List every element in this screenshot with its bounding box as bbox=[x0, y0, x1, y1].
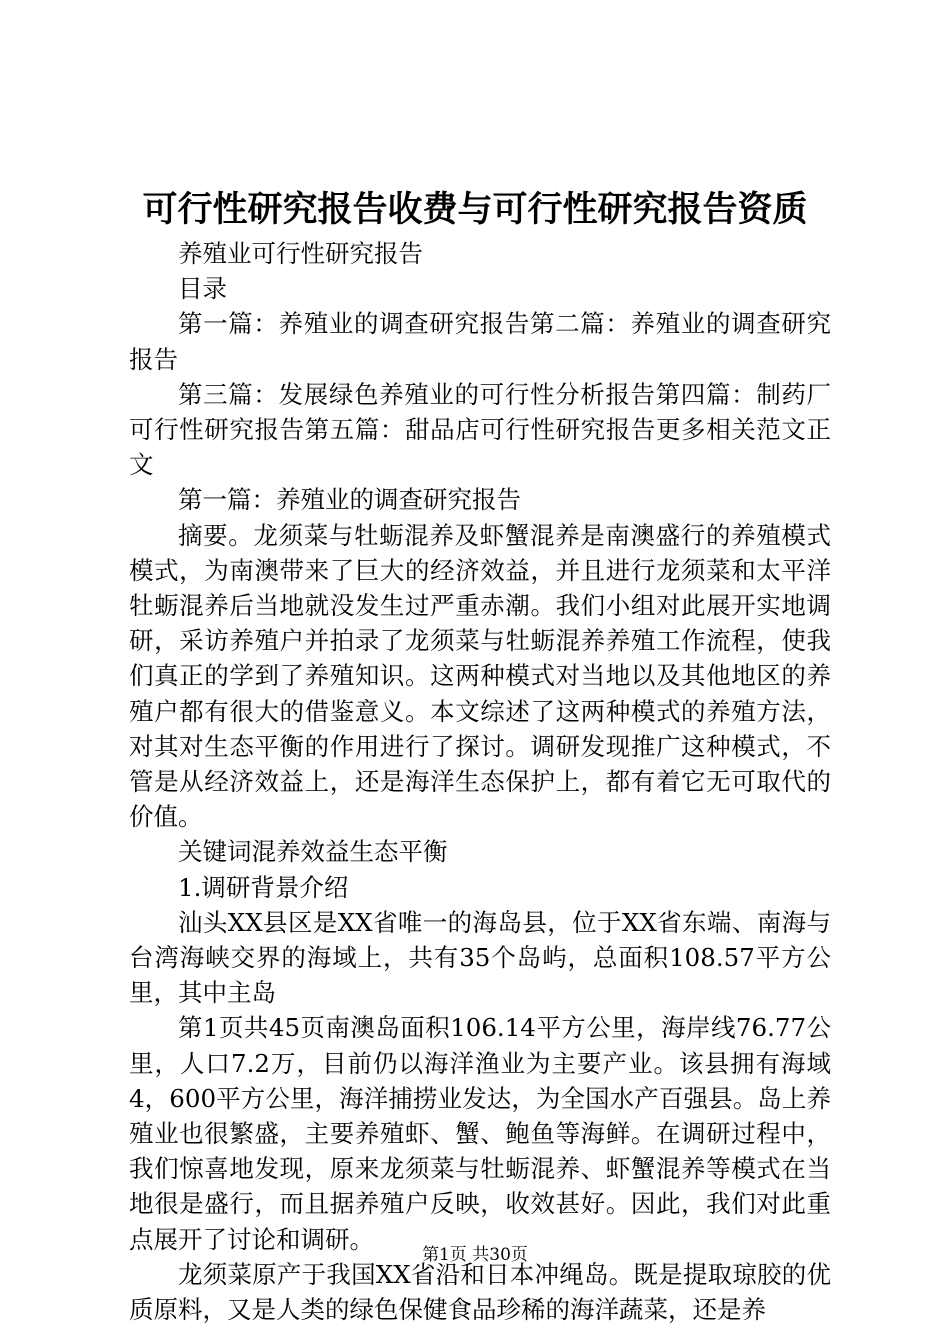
paragraph-toc-entry: 第三篇：发展绿色养殖业的可行性分析报告第四篇：制药厂可行性研究报告第五篇：甜品店可行性研究报告更多相关范文正文 bbox=[129, 379, 831, 480]
paragraph-body: 汕头XX县区是XX省唯一的海岛县，位于XX省东端、南海与台湾海峡交界的海域上，共有35个岛屿，总面积108.57平方公里，其中主岛 bbox=[129, 907, 831, 1008]
paragraph-body: 第1页共45页南澳岛面积106.14平方公里，海岸线76.77公里，人口7.2万，目前仍以海洋渔业为主要产业。该县拥有海域4，600平方公里，海洋捕捞业发达，为全国水产百强县。岛上养殖业也很繁盛，主要养殖虾、蟹、鲍鱼等海鲜。在调研过程中，我们惊喜地发现，原来龙须菜与牡蛎混养、虾蟹混养等模式在当地很是盛行，而且据养殖户反映，收效甚好。因此，我们对此重点展开了讨论和调研。 bbox=[129, 1013, 831, 1254]
paragraph-keywords: 关键词混养效益生态平衡 bbox=[178, 837, 448, 867]
paragraph-section-heading: 1.调研背景介绍 bbox=[178, 872, 349, 902]
paragraph-body: 龙须菜原产于我国XX省沿和日本冲绳岛。既是提取琼胶的优质原料，又是人类的绿色保健食品珍稀的海洋蔬菜，还是养 bbox=[129, 1259, 831, 1325]
paragraph-toc-heading: 目录 bbox=[178, 274, 227, 304]
page-footer: 第1页 共30页 bbox=[422, 1245, 528, 1265]
paragraph-abstract: 摘要。龙须菜与牡蛎混养及虾蟹混养是南澳盛行的养殖模式模式，为南澳带来了巨大的经济效益，并且进行龙须菜和太平洋牡蛎混养后当地就没发生过严重赤潮。我们小组对此展开实地调研，采访养殖户并拍录了龙须菜与牡蛎混养养殖工作流程，使我们真正的学到了养殖知识。这两种模式对当地以及其他地区的养殖户都有很大的借鉴意义。本文综述了这两种模式的养殖方法，对其对生态平衡的作用进行了探讨。调研发现推广这种模式，不管是从经济效益上，还是海洋生态保护上，都有着它无可取代的价值。 bbox=[129, 520, 831, 832]
paragraph-subtitle: 养殖业可行性研究报告 bbox=[178, 239, 423, 268]
paragraph-toc-entry: 第一篇：养殖业的调查研究报告第二篇：养殖业的调查研究报告 bbox=[129, 309, 831, 374]
document-body bbox=[129, 236, 831, 1327]
paragraph-section-heading: 第一篇：养殖业的调查研究报告 bbox=[178, 485, 521, 515]
document-title: 可行性研究报告收费与可行性研究报告资质 bbox=[142, 189, 808, 230]
